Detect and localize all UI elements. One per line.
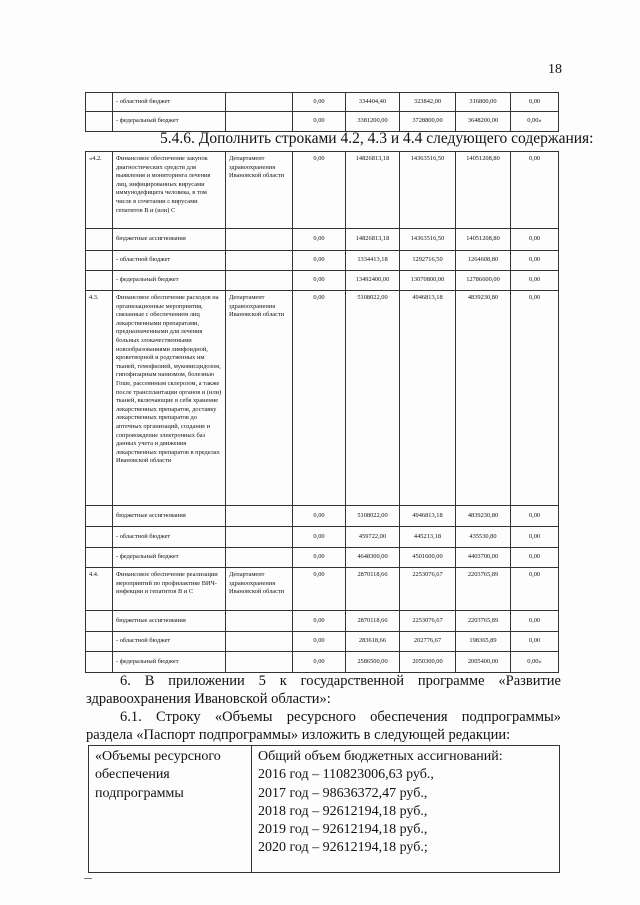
value-cell: 0,00: [293, 93, 346, 112]
value-cell: 4946813,18: [400, 506, 456, 527]
value-cell: 5108022,00: [346, 291, 400, 506]
resource-line: 2017 год – 98636372,47 руб.,: [258, 785, 428, 801]
value-cell: 3648200,00: [456, 112, 511, 132]
row-department: [226, 93, 293, 112]
table-row: [86, 632, 559, 652]
value-cell: 2870118,66: [346, 611, 400, 632]
value-cell: 0,00: [293, 611, 346, 632]
row-department: [226, 548, 293, 568]
table-row: [86, 271, 559, 291]
value-cell: 0,00: [511, 93, 559, 112]
value-cell: 334404,40: [346, 93, 400, 112]
row-number: [86, 251, 113, 271]
value-cell: 316800,00: [456, 93, 511, 112]
value-cell: 0,00: [293, 229, 346, 251]
value-cell: 3381200,00: [346, 112, 400, 132]
value-cell: 12786600,00: [456, 271, 511, 291]
row-name: бюджетные ассигнования: [113, 506, 226, 527]
value-cell: 3728800,00: [400, 112, 456, 132]
value-cell: 445213,18: [400, 527, 456, 548]
row-number: [86, 632, 113, 652]
budget-table: [85, 151, 559, 673]
row-number: 4.4.: [86, 568, 113, 611]
table-row: [86, 652, 559, 673]
value-cell: 0,00: [511, 271, 559, 291]
value-cell: 14826813,18: [346, 152, 400, 229]
row-department: Департамент здравоохранения Ивановской области: [226, 568, 293, 611]
value-cell: 0,00: [511, 291, 559, 506]
row-department: [226, 229, 293, 251]
value-cell: 323842,00: [400, 93, 456, 112]
value-cell: 14363516,50: [400, 229, 456, 251]
resource-table: [88, 745, 560, 873]
value-cell: 0,00: [511, 611, 559, 632]
value-cell: 0,00: [293, 568, 346, 611]
row-department: [226, 112, 293, 132]
value-cell: 0,00: [293, 152, 346, 229]
row-number: [86, 652, 113, 673]
value-cell: 4839230,80: [456, 506, 511, 527]
value-cell: 2870118,66: [346, 568, 400, 611]
table-row: [86, 112, 559, 132]
paragraph-6-line2: здравоохранения Ивановской области»:: [86, 691, 331, 707]
value-cell: 14051208,80: [456, 229, 511, 251]
value-cell: 14826813,18: [346, 229, 400, 251]
scan-mark: [84, 878, 92, 879]
row-number: [86, 527, 113, 548]
value-cell: 0,00: [293, 548, 346, 568]
resource-label: «Объемы ресурсного обеспечения подпрограммы: [89, 746, 252, 873]
row-name: Финансовое обеспечение реализации мероприятий по профилактике ВИЧ-инфекции и гепатитов В и С: [113, 568, 226, 611]
value-cell: 1292716,50: [400, 251, 456, 271]
value-cell: 435530,80: [456, 527, 511, 548]
resource-line: 2018 год – 92612194,18 руб.,: [258, 803, 428, 819]
row-number: [86, 93, 113, 112]
value-cell: 202776,67: [400, 632, 456, 652]
top-table: [85, 92, 559, 132]
row-number: [86, 611, 113, 632]
value-cell: 13070800,00: [400, 271, 456, 291]
resource-line: 2019 год – 92612194,18 руб.,: [258, 822, 428, 838]
value-cell: 0,00»: [511, 112, 559, 132]
row-name: бюджетные ассигнования: [113, 611, 226, 632]
row-department: Департамент здравоохранения Ивановской области: [226, 152, 293, 229]
value-cell: 0,00: [511, 527, 559, 548]
value-cell: 2253076,67: [400, 568, 456, 611]
value-cell: 14363516,50: [400, 152, 456, 229]
value-cell: 283618,66: [346, 632, 400, 652]
row-department: [226, 251, 293, 271]
paragraph-6-1-line2: раздела «Паспорт подпрограммы» изложить в следующей редакции:: [86, 727, 511, 743]
value-cell: 0,00: [293, 632, 346, 652]
table-row: [86, 93, 559, 112]
value-cell: 0,00: [293, 271, 346, 291]
value-cell: 0,00: [511, 229, 559, 251]
paragraph-6-1-line1: 6.1. Строку «Объемы ресурсного обеспечения подпрограммы»: [120, 709, 561, 725]
value-cell: 2050300,00: [400, 652, 456, 673]
value-cell: 0,00: [511, 152, 559, 229]
value-cell: 2203765,89: [456, 611, 511, 632]
value-cell: 2005400,00: [456, 652, 511, 673]
value-cell: 0,00: [293, 112, 346, 132]
value-cell: 1264608,80: [456, 251, 511, 271]
row-number: [86, 548, 113, 568]
value-cell: 4946813,18: [400, 291, 456, 506]
row-name: Финансовое обеспечение расходов на организационные мероприятия, связанные с обеспечением лиц лекарственными препаратами, предназначенными для лечения больных злокачественными новообразованиями лимфоидной, кроветворной и родственных им тканей, гемофилией, муковисцидозом, гипофизарным нанизмом, болезнью Гоше, рассеянным склерозом, а также после трансплантации органов и (или) тканей, включающие в себя хранение лекарственных препаратов, доставку лекарственных препаратов до аптечных организаций, создание и сопровождение электронных баз данных учета и движения лекарственных препаратов в пределах Ивановской области: [113, 291, 226, 506]
row-name: Финансовое обеспечение закупок диагностических средств для выявления и мониторинга лечения лиц, инфицированных вирусами иммунодефицита человека, в том числе в сочетании с вирусами гепатитов В и (или) С: [113, 152, 226, 229]
row-department: [226, 632, 293, 652]
row-number: [86, 506, 113, 527]
value-cell: 0,00: [511, 568, 559, 611]
row-name: - федеральный бюджет: [113, 112, 226, 132]
resource-values: [252, 746, 560, 873]
resource-line: 2016 год – 110823006,63 руб.,: [258, 767, 434, 783]
row-number: «4.2.: [86, 152, 113, 229]
row-name: - областной бюджет: [113, 93, 226, 112]
value-cell: 0,00: [293, 527, 346, 548]
table-row: [86, 229, 559, 251]
value-cell: 0,00: [293, 652, 346, 673]
row-name: - областной бюджет: [113, 632, 226, 652]
table-row: [86, 611, 559, 632]
value-cell: 0,00: [511, 548, 559, 568]
value-cell: 4501600,00: [400, 548, 456, 568]
value-cell: 1334413,18: [346, 251, 400, 271]
table-row: [86, 527, 559, 548]
row-number: [86, 229, 113, 251]
value-cell: 0,00: [293, 291, 346, 506]
row-number: [86, 112, 113, 132]
value-cell: 4648300,00: [346, 548, 400, 568]
row-number: [86, 271, 113, 291]
value-cell: 14051208,80: [456, 152, 511, 229]
row-name: - федеральный бюджет: [113, 271, 226, 291]
value-cell: 0,00: [511, 506, 559, 527]
value-cell: 2253076,67: [400, 611, 456, 632]
value-cell: 0,00»: [511, 652, 559, 673]
table-row: [86, 251, 559, 271]
row-department: Департамент здравоохранения Ивановской области: [226, 291, 293, 506]
row-department: [226, 611, 293, 632]
resource-line: Общий объем бюджетных ассигнований:: [258, 749, 503, 764]
value-cell: 2203765,89: [456, 568, 511, 611]
row-department: [226, 652, 293, 673]
row-name: бюджетные ассигнования: [113, 229, 226, 251]
table-row: [86, 152, 559, 229]
value-cell: 0,00: [293, 251, 346, 271]
table-row: [86, 568, 559, 611]
value-cell: 5108022,00: [346, 506, 400, 527]
row-name: - областной бюджет: [113, 527, 226, 548]
row-number: 4.3.: [86, 291, 113, 506]
value-cell: 198365,89: [456, 632, 511, 652]
row-name: - федеральный бюджет: [113, 652, 226, 673]
table-row: [86, 548, 559, 568]
value-cell: 13492400,00: [346, 271, 400, 291]
row-department: [226, 271, 293, 291]
paragraph-6-line1: 6. В приложении 5 к государственной программе «Развитие: [120, 673, 561, 689]
value-cell: 4403700,00: [456, 548, 511, 568]
row-name: - федеральный бюджет: [113, 548, 226, 568]
value-cell: 4839230,80: [456, 291, 511, 506]
value-cell: 2586500,00: [346, 652, 400, 673]
table-row: [86, 291, 559, 506]
value-cell: 459722,00: [346, 527, 400, 548]
value-cell: 0,00: [511, 251, 559, 271]
row-department: [226, 527, 293, 548]
value-cell: 0,00: [511, 632, 559, 652]
page-number: 18: [548, 62, 562, 77]
row-department: [226, 506, 293, 527]
value-cell: 0,00: [293, 506, 346, 527]
table-row: [86, 506, 559, 527]
section-heading: 5.4.6. Дополнить строками 4.2, 4.3 и 4.4 следующего содержания:: [160, 130, 594, 147]
resource-line: 2020 год – 92612194,18 руб.;: [258, 840, 428, 856]
row-name: - областной бюджет: [113, 251, 226, 271]
